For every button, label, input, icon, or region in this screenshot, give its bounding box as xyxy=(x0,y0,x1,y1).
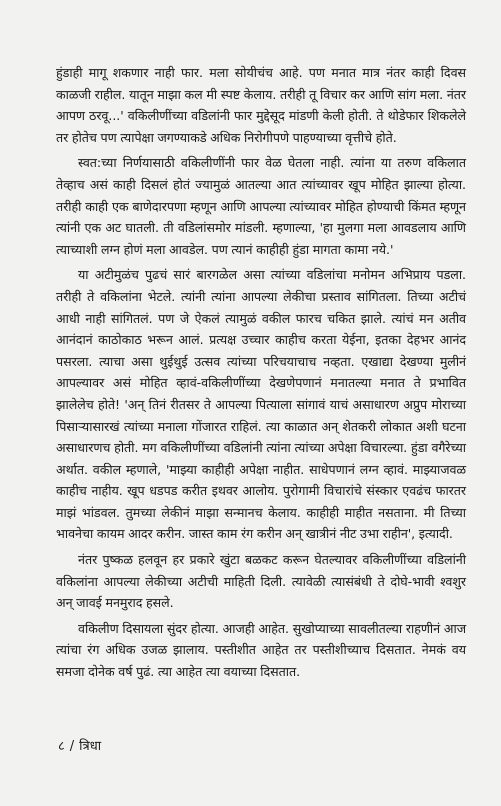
paragraph-5: वकिलीण दिसायला सुंदर होत्या. आजही आहेत. सुखोप्याच्या सावलीतल्या राहणीनं आज त्यांचा रंग अधिक उजळ झालाय. पस्तीशीत आहेत तर पस्तीशीच्याच दिसतात. नेमकं वय समजा दोनेक वर्ष पुढं. त्या आहेत त्या वयाच्या दिसतात. xyxy=(56,620,466,680)
paragraph-1: हुंडाही मागू शकणार नाही फार. मला सोयीचंच आहे. पण मनात मात्र नंतर काही दिवस काळजी राहील. यातून माझा कल मी स्पष्ट केलाय. तरीही तू विचार कर आणि सांग मला. नंतर आपण ठरवू...' वकिलीणींच्या वडिलांनी फार मुद्देसूद मांडणी केली होती. ते थोडेफार शिकलेले तर होतेच पण त्यापेक्षा जगण्याकडे अधिक निरोगीपणे पाहण्याच्या वृत्तीचे होते. xyxy=(56,65,466,145)
footer-separator: / xyxy=(69,739,75,754)
paragraph-3: या अटीमुळंच पुढचं सारं बारगळेल असा त्यांच्या वडिलांचा मनोमन अभिप्राय पडला. तरीही ते वकिलांना भेटले. त्यांनी त्यांना आपल्या लेकीचा प्रस्ताव सांगितला. तिच्या अटीचं आधी नाही सांगितलं. पण जे ऐकलं त्यामुळं वकील फारच चकित झाले. त्यांचं मन अतीव आनंदानं काठोकाठ भरून आलं. प्रत्यक्ष उच्चार काहीच करता येईना, इतका देहभर आनंद पसरला. त्याचा असा थुईथुई उत्सव त्यांच्या परिचयाचाच नव्हता. एखाद्या देखण्या मुलीनं आपल्यावर असं मोहित व्हावं-वकिलीणींच्या देखणेपणानं मनातल्या मनात ते प्रभावित झालेलेच होते! 'अन् तिनं रीतसर ते आपल्या पित्याला सांगावं याचं असाधारण अप्रुप मोराच्या पिसाऱ्यासारखं त्यांच्या मनाला गोंजारत राहिलं. त्या काळात अन् शेतकरी लोकात अशी घटना असाधारणच होती. मग वकिलीणींच्या वडिलांनी त्यांना त्यांच्या अपेक्षा विचारल्या. हुंडा वगैरेच्या अर्थात. वकील म्हणाले, 'माझ्या काहीही अपेक्षा नाहीत. साधेपणानं लग्न व्हावं. माझ्याजवळ काहीच नाहीय. खूप धडपड करीत इथवर आलोय. पुरोगामी विचारांचे संस्कार एवढंच फारतर माझं भांडवल. तुमच्या लेकीनं माझा सन्मानच केलाय. काहीही माहीत नसताना. मी तिच्या भावनेचा कायम आदर करीन. जास्त काम रंग करीन अन् खात्रीनं नीट उभा राहीन', इत्यादी. xyxy=(56,267,466,542)
page-number: ८ xyxy=(58,739,65,754)
page-footer xyxy=(58,738,101,756)
book-title: त्रिधा xyxy=(79,739,102,754)
paragraph-4: नंतर पुष्कळ हलवून हर प्रकारे खुंटा बळकट करून घेतल्यावर वकिलीणींच्या वडिलांनी वकिलांना आपल्या लेकीच्या अटीची माहिती दिली. त्यावेळी त्यासंबंधी ते दोघे-भावी श्वशुर अन् जावई मनमुराद हसले. xyxy=(56,552,466,611)
page-body xyxy=(56,62,466,687)
paragraph-2: स्वत:च्या निर्णयासाठी वकिलीणींनी फार वेळ घेतला नाही. त्यांना या तरुण वकिलात तेव्हाच असं काही दिसलं होतं ज्यामुळं आतल्या आत त्यांच्यावर खूप मोहित झाल्या होत्या. तरीही काही एक बाणेदारपणा म्हणून आणि आपल्या त्यांच्यावर मोहित होण्याची किंमत म्हणून त्यांनी एक अट घातली. ती वडिलांसमोर मांडली. म्हणाल्या, 'हा मुलगा मला आवडलाय आणि त्याच्याशी लग्न होणं मला आवडेल. पण त्यानं काहीही हुंडा मागता कामा नये.' xyxy=(56,155,466,257)
